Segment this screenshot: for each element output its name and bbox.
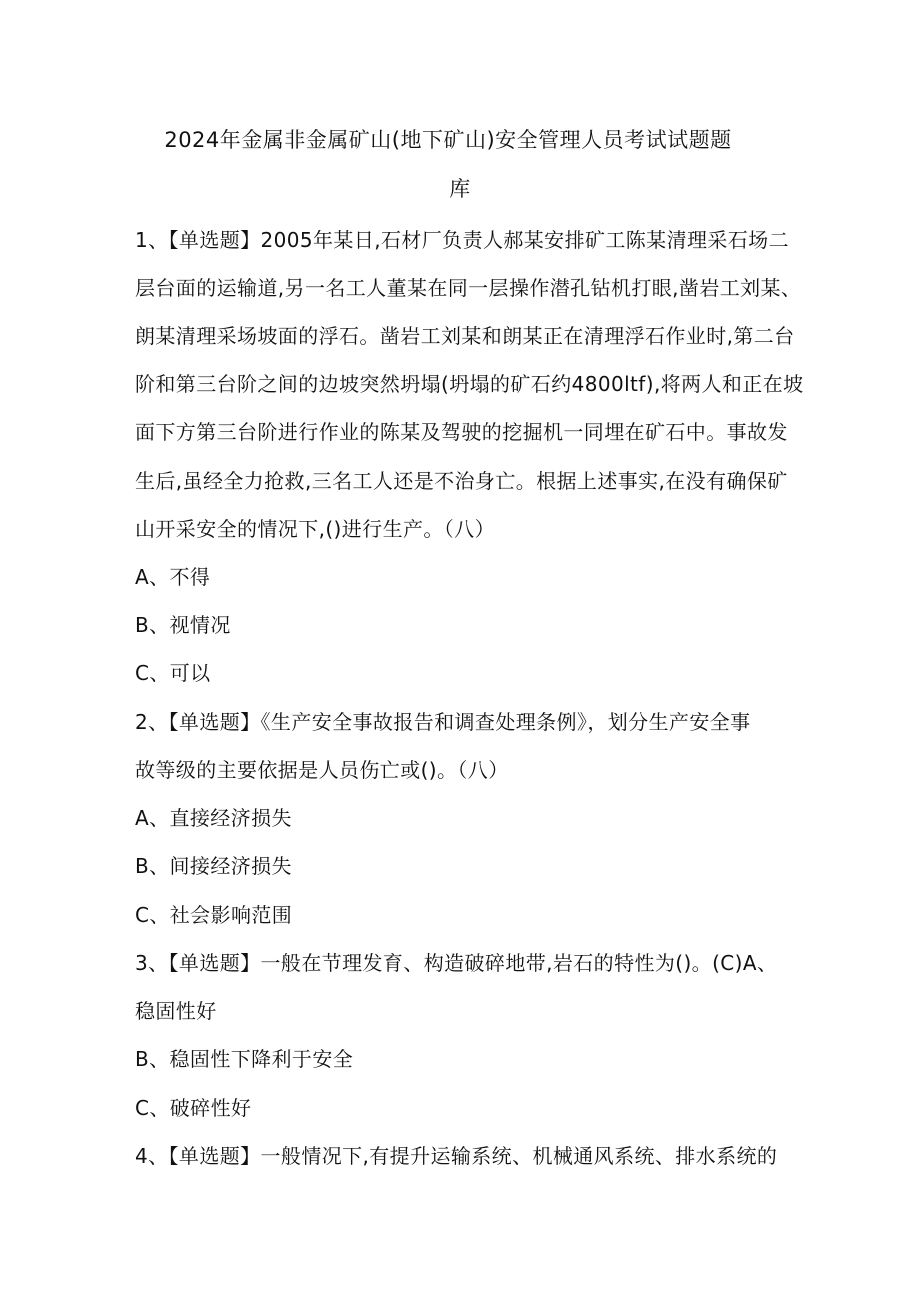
question-1-option-a: A、不得 xyxy=(135,565,211,589)
question-1-option-c: C、可以 xyxy=(135,661,211,685)
question-1-line-1: 1、【单选题】2005年某日,石材厂负责人郝某安排矿工陈某清理采石场二 xyxy=(135,228,789,252)
question-2-line-2: 故等级的主要依据是人员伤亡或()。（八） xyxy=(135,758,509,782)
question-2-option-c: C、社会影响范围 xyxy=(135,903,293,927)
question-2-line-1: 2、【单选题】《生产安全事故报告和调查处理条例》，划分生产安全事 xyxy=(135,710,751,734)
question-3-option-c: C、破碎性好 xyxy=(135,1096,252,1120)
document-title-line-2: 库 xyxy=(449,177,471,201)
question-2-option-b: B、间接经济损失 xyxy=(135,854,292,878)
question-1-line-4: 阶和第三台阶之间的边坡突然坍塌(坍塌的矿石约4800ltf),将两人和正在坡 xyxy=(135,372,804,396)
question-3-line-2: 稳固性好 xyxy=(135,999,217,1023)
question-1-line-5: 面下方第三台阶进行作业的陈某及驾驶的挖掘机一同埋在矿石中。事故发 xyxy=(135,420,788,444)
question-2-option-a: A、直接经济损失 xyxy=(135,806,292,830)
question-4-line-1: 4、【单选题】一般情况下,有提升运输系统、机械通风系统、排水系统的 xyxy=(135,1144,778,1168)
question-1-line-2: 层台面的运输道,另一名工人董某在同一层操作潜孔钻机打眼,凿岩工刘某、 xyxy=(135,276,802,300)
question-3-option-b: B、稳固性下降利于安全 xyxy=(135,1047,354,1071)
question-1-line-3: 朗某清理采场坡面的浮石。凿岩工刘某和朗某正在清理浮石作业时,第二台 xyxy=(135,324,795,348)
question-3-line-1: 3、【单选题】一般在节理发育、构造破碎地带,岩石的特性为()。(C)A、 xyxy=(135,951,778,975)
question-1-line-6: 生后,虽经全力抢救,三名工人还是不治身亡。根据上述事实,在没有确保矿 xyxy=(135,469,788,493)
question-1-line-7: 山开采安全的情况下,()进行生产。（八） xyxy=(135,517,495,541)
document-title-line-1: 2024年金属非金属矿山(地下矿山)安全管理人员考试试题题 xyxy=(164,128,732,152)
question-1-option-b: B、视情况 xyxy=(135,613,231,637)
